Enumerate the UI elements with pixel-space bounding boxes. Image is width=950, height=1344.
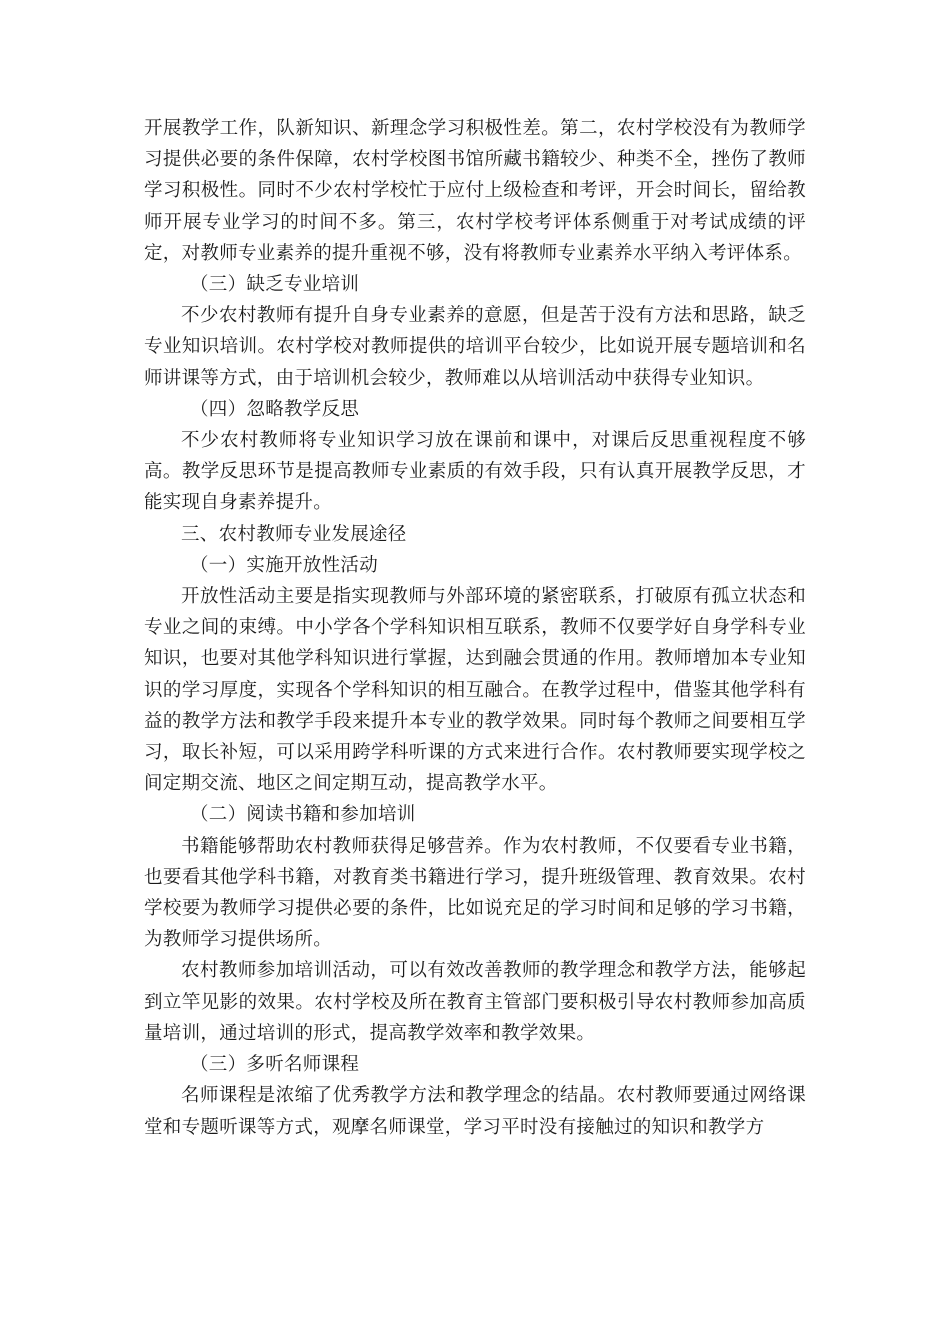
paragraph-famous-teacher-courses: 名师课程是浓缩了优秀教学方法和教学理念的结晶。农村教师要通过网络课堂和专题听课等方式，观摩名师课堂，学习平时没有接触过的知识和教学方: [144, 1085, 806, 1138]
paragraph-continued: 开展教学工作，队新知识、新理念学习积极性差。第二，农村学校没有为教师学习提供必要的条件保障，农村学校图书馆所藏书籍较少、种类不全，挫伤了教师学习积极性。同时不少农村学校忙于应付上级检查和考评，开会时间长，留给教师开展专业学习的时间不多。第三，农村学校考评体系侧重于对考试成绩的评定，对教师专业素养的提升重视不够，没有将教师专业素养水平纳入考评体系。: [144, 118, 806, 264]
chapter-heading-development-paths: 三、农村教师专业发展途径: [181, 523, 407, 545]
section-heading-ignore-reflection: （四）忽略教学反思: [190, 398, 360, 420]
section-heading-open-activities: （一）实施开放性活动: [190, 554, 379, 576]
paragraph-ignore-reflection: 不少农村教师将专业知识学习放在课前和课中，对课后反思重视程度不够高。教学反思环节是提高教师专业素质的有效手段，只有认真开展教学反思，才能实现自身素养提升。: [144, 430, 806, 514]
paragraph-lack-training: 不少农村教师有提升自身专业素养的意愿，但是苦于没有方法和思路，缺乏专业知识培训。农村学校对教师提供的培训平台较少，比如说开展专题培训和名师讲课等方式，由于培训机会较少，教师难以从培训活动中获得专业知识。: [144, 305, 806, 389]
paragraph-open-activities: 开放性活动主要是指实现教师与外部环境的紧密联系，打破原有孤立状态和专业之间的束缚。中小学各个学科知识相互联系，教师不仅要学好自身学科专业知识，也要对其他学科知识进行掌握，达到融会贯通的作用。教师增加本专业知识的学习厚度，实现各个学科知识的相互融合。在教学过程中，借鉴其他学科有益的教学方法和教学手段来提升本专业的教学效果。同时每个教师之间要相互学习，取长补短，可以采用跨学科听课的方式来进行合作。农村教师要实现学校之间定期交流、地区之间定期互动，提高教学水平。: [144, 586, 806, 795]
document-body: [144, 113, 806, 1143]
paragraph-attend-training: 农村教师参加培训活动，可以有效改善教师的教学理念和教学方法，能够起到立竿见影的效果。农村学校及所在教育主管部门要积极引导农村教师参加高质量培训，通过培训的形式，提高教学效率和教学效果。: [144, 960, 806, 1044]
section-heading-lack-training: （三）缺乏专业培训: [190, 274, 360, 296]
section-heading-reading-training: （二）阅读书籍和参加培训: [190, 804, 416, 826]
section-heading-famous-teacher-courses: （三）多听名师课程: [190, 1054, 360, 1076]
paragraph-reading-books: 书籍能够帮助农村教师获得足够营养。作为农村教师，不仅要看专业书籍，也要看其他学科书籍，对教育类书籍进行学习，提升班级管理、教育效果。农村学校要为教师学习提供必要的条件，比如说充足的学习时间和足够的学习书籍，为教师学习提供场所。: [144, 835, 806, 951]
